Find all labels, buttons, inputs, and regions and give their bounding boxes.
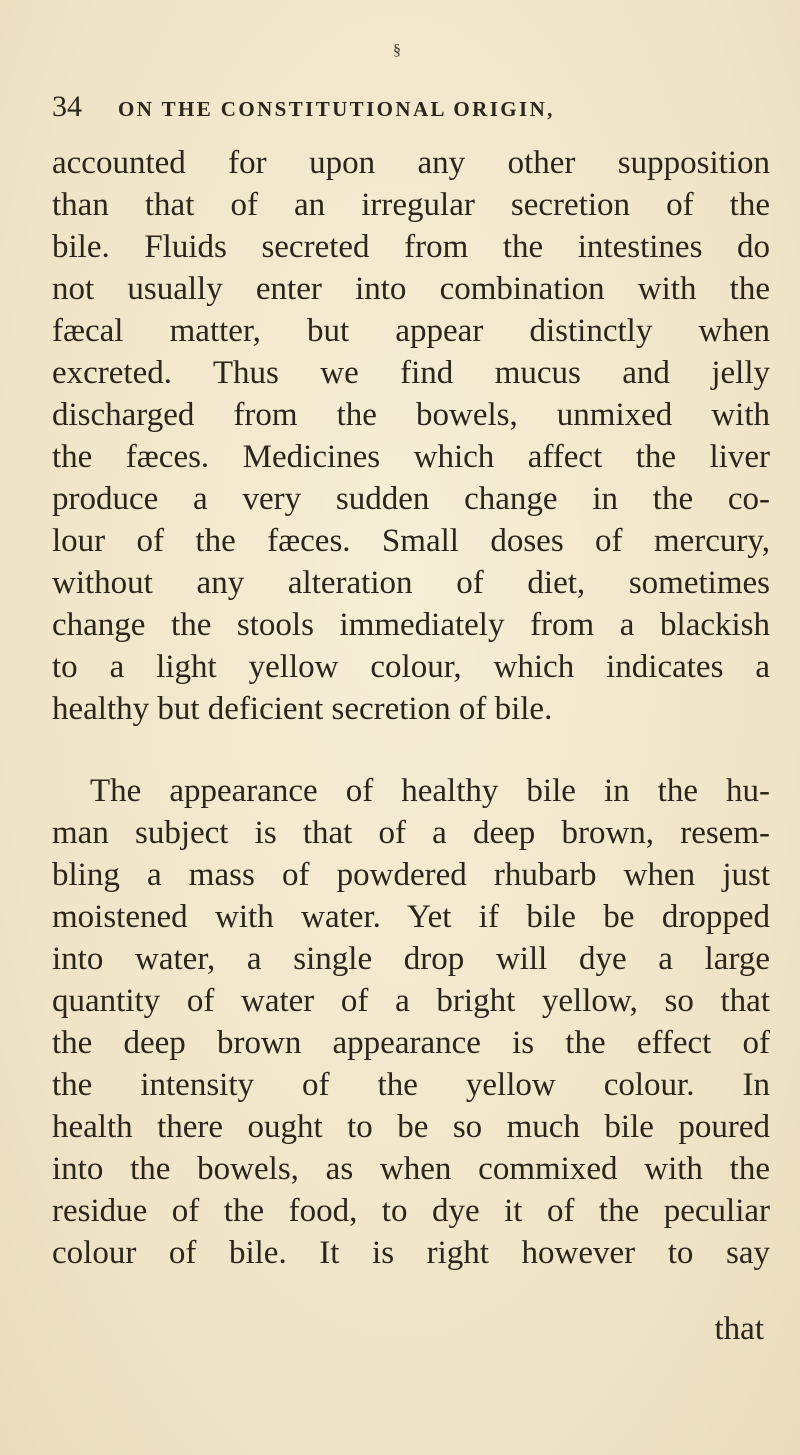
text-line: into water, a single drop will dye a large <box>52 941 770 977</box>
text-line: man subject is that of a deep brown, resem- <box>52 815 770 851</box>
text-line: quantity of water of a bright yellow, so that <box>52 983 770 1019</box>
text-line: change the stools immediately from a blackish <box>52 607 770 643</box>
paragraph-2 <box>52 770 770 1274</box>
text-line: residue of the food, to dye it of the peculiar <box>52 1193 770 1229</box>
text-line: the deep brown appearance is the effect of <box>52 1025 770 1061</box>
text-line: produce a very sudden change in the co- <box>52 481 770 517</box>
text-line: The appearance of healthy bile in the hu- <box>90 773 770 809</box>
text-line: moistened with water. Yet if bile be dropped <box>52 899 770 935</box>
text-line: lour of the fæces. Small doses of mercury, <box>52 523 770 559</box>
text-line: the fæces. Medicines which affect the liver <box>52 439 770 475</box>
text-line: bile. Fluids secreted from the intestines do <box>52 229 770 265</box>
text-line: than that of an irregular secretion of the <box>52 187 770 223</box>
body-text <box>52 142 770 1274</box>
running-title: ON THE CONSTITUTIONAL ORIGIN, <box>118 97 555 121</box>
text-line: fæcal matter, but appear distinctly when <box>52 313 770 349</box>
text-line: healthy but deficient secretion of bile. <box>52 691 553 727</box>
paragraph-gap <box>52 730 770 770</box>
text-line: health there ought to be so much bile poured <box>52 1109 770 1145</box>
text-line: colour of bile. It is right however to say <box>52 1235 770 1271</box>
text-line: into the bowels, as when commixed with the <box>52 1151 770 1187</box>
smudge-mark: § <box>393 42 401 59</box>
paragraph-1 <box>52 142 770 730</box>
text-line: not usually enter into combination with the <box>52 271 770 307</box>
text-line: accounted for upon any other supposition <box>52 145 770 181</box>
text-line: excreted. Thus we find mucus and jelly <box>52 355 770 391</box>
text-line: to a light yellow colour, which indicates a <box>52 649 770 685</box>
text-line: without any alteration of diet, sometimes <box>52 565 770 601</box>
page-number: 34 <box>52 90 82 123</box>
text-line: bling a mass of powdered rhubarb when just <box>52 857 770 893</box>
running-head <box>52 90 752 130</box>
text-line: discharged from the bowels, unmixed with <box>52 397 770 433</box>
catchword: that <box>714 1311 764 1347</box>
text-line: the intensity of the yellow colour. In <box>52 1067 770 1103</box>
